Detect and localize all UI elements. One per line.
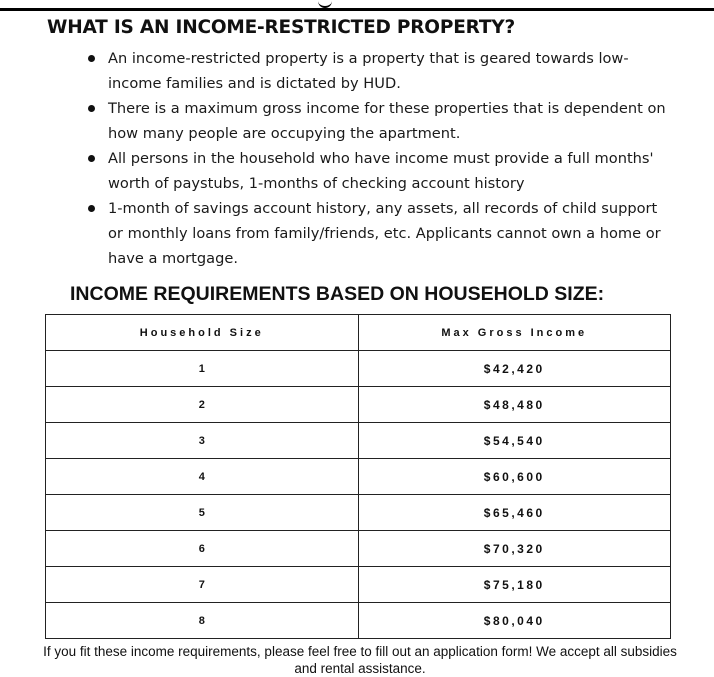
bullet-text: 1-month of savings account history, any assets, all records of child support or monthly loans from family/friends, etc. Applicants cannot own a home or have a mortgage. [108, 200, 661, 267]
max-income-cell: $60,600 [358, 459, 671, 495]
household-size-cell: 7 [46, 567, 359, 603]
bullet-item [108, 196, 668, 271]
bullet-dot-icon [88, 55, 95, 62]
household-size-cell: 6 [46, 531, 359, 567]
max-income-cell: $65,460 [358, 495, 671, 531]
bullet-item [108, 146, 668, 196]
table-row [46, 423, 671, 459]
column-header-max-gross-income: Max Gross Income [358, 315, 671, 351]
bullet-text: All persons in the household who have income must provide a full months' worth of paystubs, 1-months of checking account history [108, 150, 654, 192]
household-size-cell: 3 [46, 423, 359, 459]
table-header-row [46, 315, 671, 351]
info-bullet-list [108, 46, 668, 271]
table-row [46, 387, 671, 423]
section-heading: INCOME REQUIREMENTS BASED ON HOUSEHOLD SIZE: [70, 283, 605, 305]
page-heading: WHAT IS AN INCOME-RESTRICTED PROPERTY? [47, 17, 515, 38]
max-income-cell: $80,040 [358, 603, 671, 639]
bullet-dot-icon [88, 105, 95, 112]
bullet-item [108, 96, 668, 146]
max-income-cell: $70,320 [358, 531, 671, 567]
max-income-cell: $75,180 [358, 567, 671, 603]
table-row [46, 495, 671, 531]
household-size-cell: 4 [46, 459, 359, 495]
household-size-cell: 5 [46, 495, 359, 531]
top-divider [0, 8, 714, 11]
max-income-cell: $54,540 [358, 423, 671, 459]
column-header-household-size: Household Size [46, 315, 359, 351]
table-row [46, 351, 671, 387]
bullet-dot-icon [88, 205, 95, 212]
household-size-cell: 1 [46, 351, 359, 387]
table-row [46, 603, 671, 639]
table-row [46, 459, 671, 495]
bullet-text: An income-restricted property is a property that is geared towards low-income families and is dictated by HUD. [108, 50, 629, 92]
table-row [46, 567, 671, 603]
max-income-cell: $48,480 [358, 387, 671, 423]
footer-note: If you fit these income requirements, please feel free to fill out an application form! We accept all subsidies and rental assistance. [43, 644, 677, 676]
bullet-item [108, 46, 668, 96]
table-row [46, 531, 671, 567]
household-size-cell: 8 [46, 603, 359, 639]
bullet-dot-icon [88, 155, 95, 162]
decorative-mark [318, 0, 332, 8]
max-income-cell: $42,420 [358, 351, 671, 387]
income-requirements-table [45, 314, 671, 639]
bullet-text: There is a maximum gross income for these properties that is dependent on how many people are occupying the apartment. [108, 100, 666, 142]
household-size-cell: 2 [46, 387, 359, 423]
